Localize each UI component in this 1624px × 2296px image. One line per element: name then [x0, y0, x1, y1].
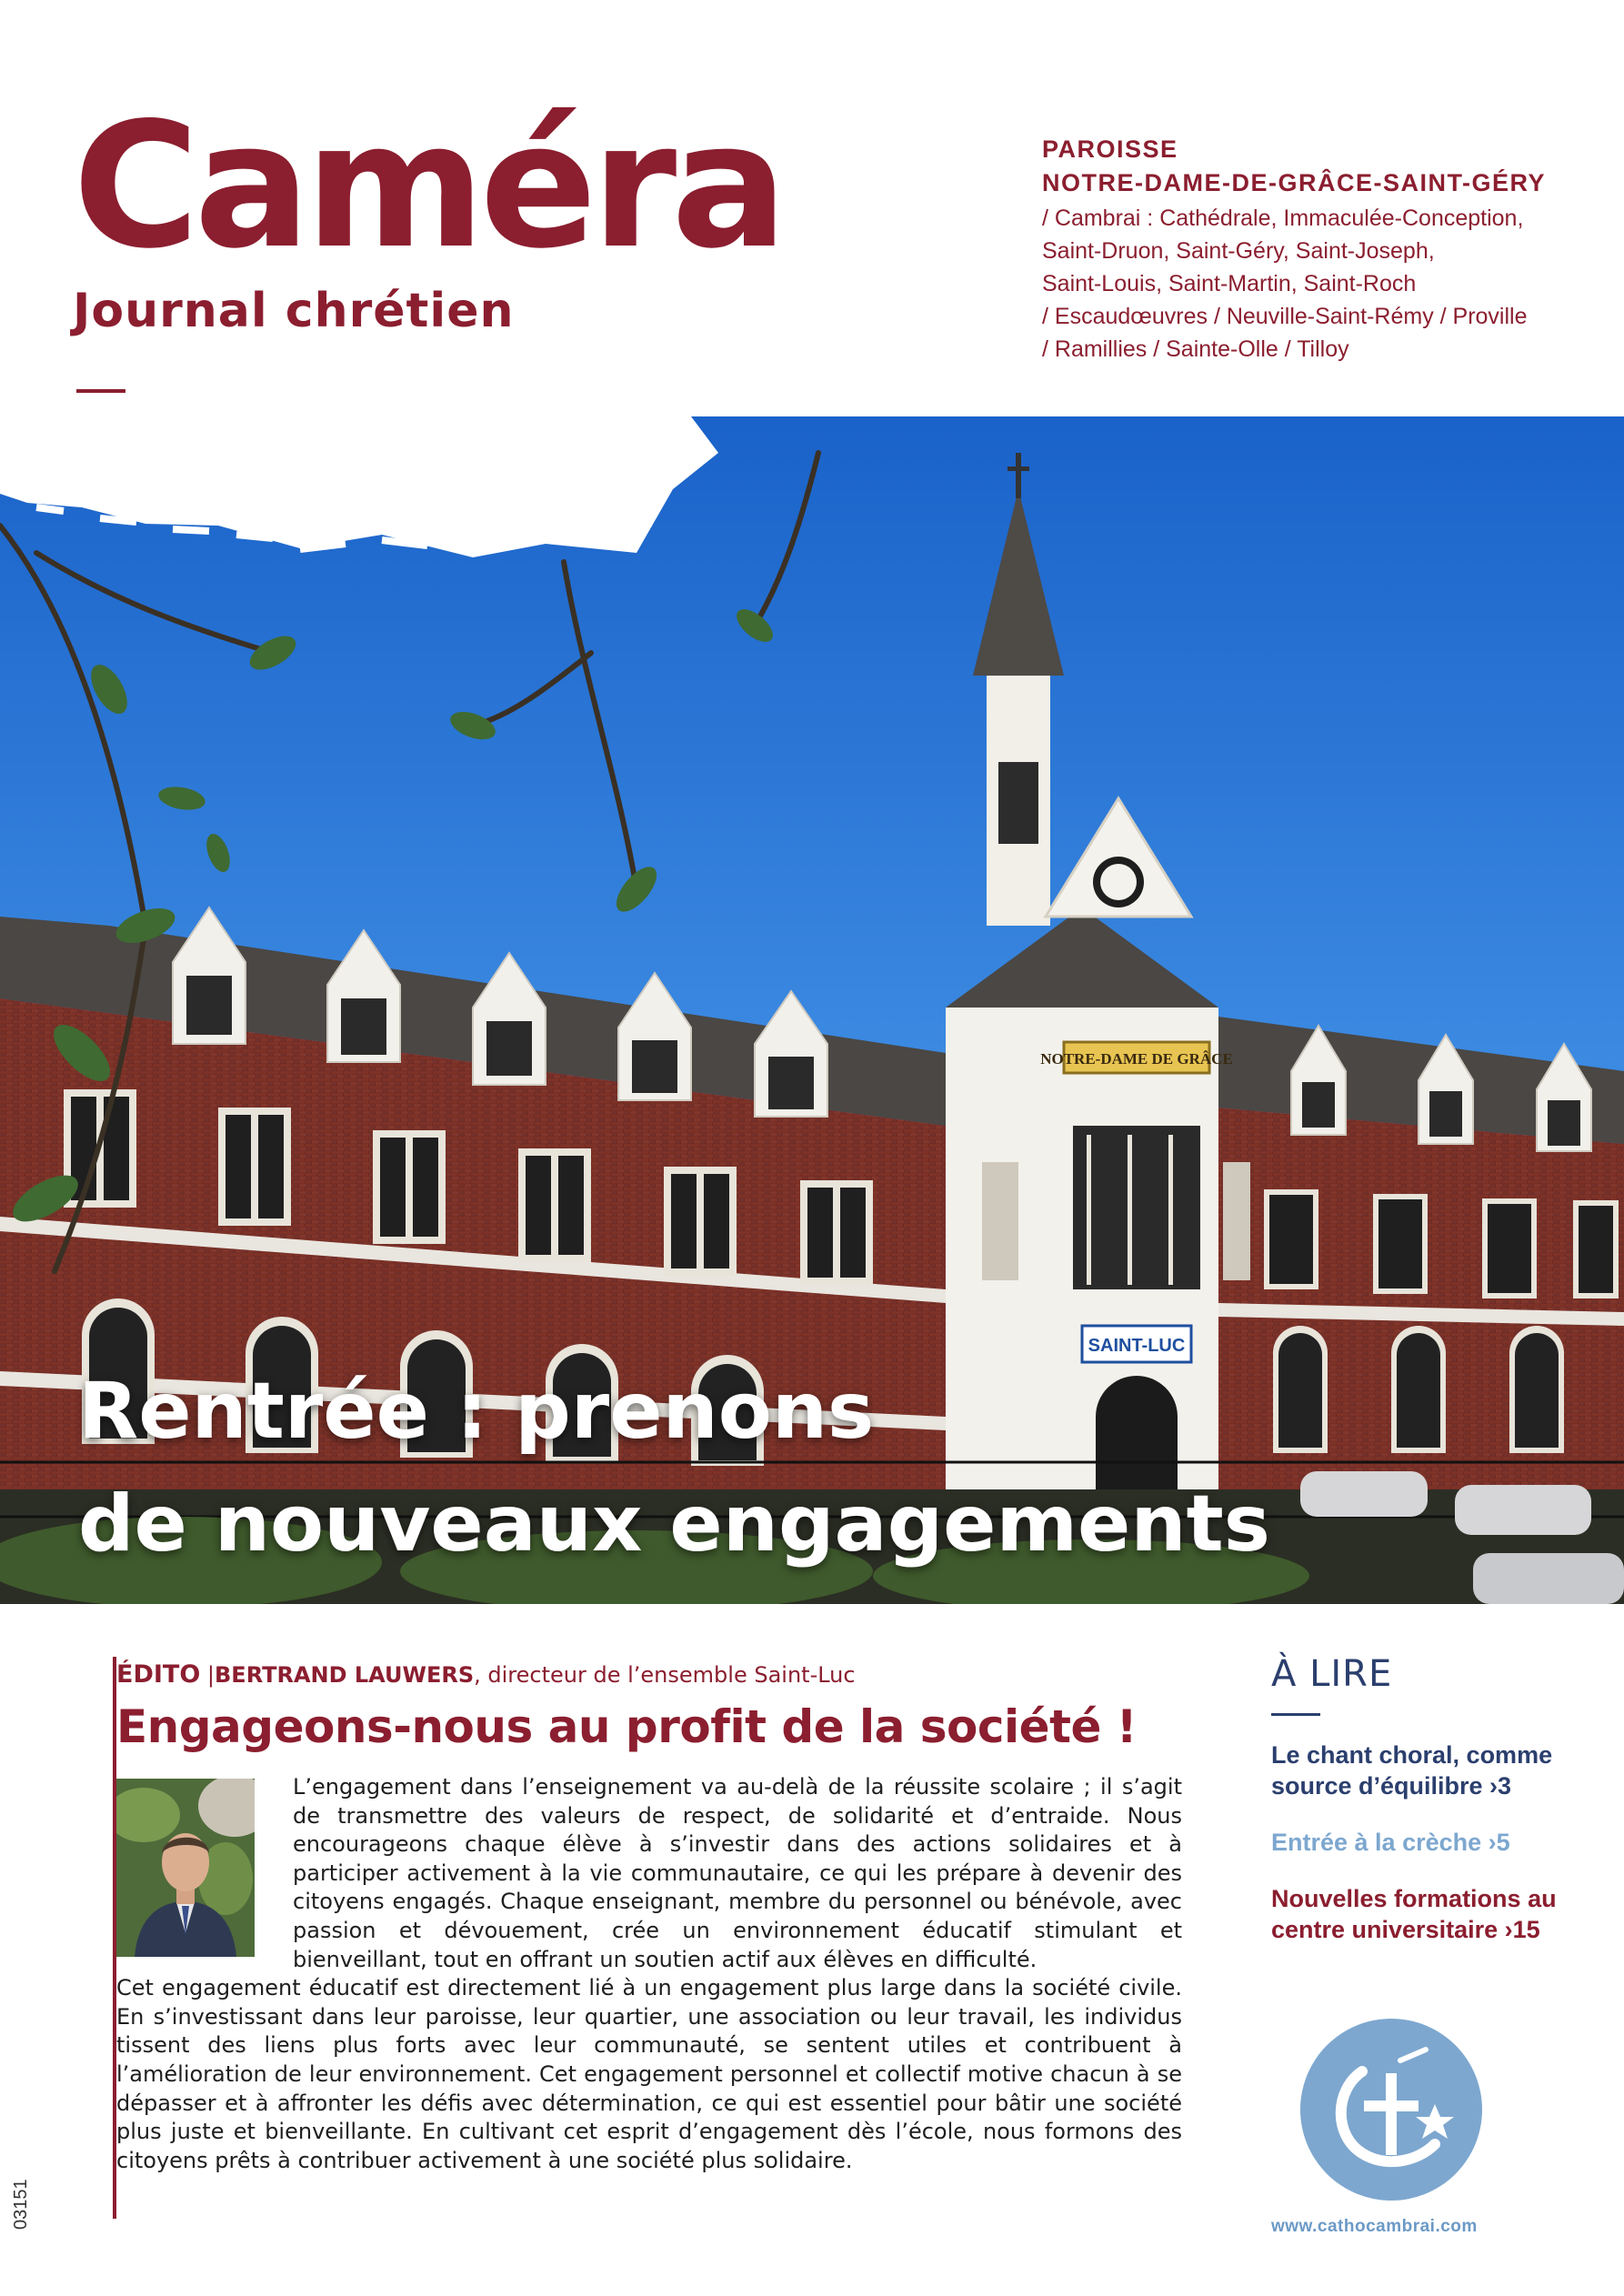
building-sign-top: NOTRE-DAME DE GRÂCE	[1040, 1050, 1233, 1068]
parish-place-line: / Ramillies / Sainte-Olle / Tilloy	[1042, 336, 1349, 362]
publication-code: 03151	[11, 2179, 31, 2230]
masthead	[73, 85, 783, 338]
website-link[interactable]: www.cathocambrai.com	[1271, 2217, 1478, 2236]
diocese-logo	[1298, 2017, 1484, 2202]
teaser-choral[interactable]: Le chant choral, comme source d’équilibre ›3	[1271, 1741, 1553, 1800]
masthead-divider	[76, 389, 125, 393]
cover-headline	[78, 1355, 1270, 1580]
headline-line-2: de nouveaux engagements	[78, 1479, 1270, 1569]
edito-paragraph-1: L’engagement dans l’enseignement va au-delà de la réussite scolaire ; il s’agit de transmettre des valeurs de respect, de solidarité et d’entraide. Nous encourageons chaque élève à s’investir dans des actions solidaires et à participer activement à la vie communautaire, ce qui les prépare à devenir des citoyens engagés. Chaque enseignant, membre du personnel ou bénévole, avec passion et dévouement, crée un environnement éducatif stimulant et bienveillant, tout en offrant un soutien actif aux élèves en difficulté.	[293, 1774, 1182, 1972]
journal-subtitle: Journal chrétien	[73, 284, 515, 338]
a-lire-divider	[1271, 1713, 1320, 1716]
parish-name: NOTRE-DAME-DE-GRÂCE-SAINT-GÉRY	[1042, 169, 1546, 196]
parish-place-line: / Cambrai : Cathédrale, Immaculée-Conception,	[1042, 206, 1524, 231]
edito-author-role: , directeur de l’ensemble Saint-Luc	[474, 1662, 856, 1688]
cover-photo	[0, 416, 1624, 1604]
teaser-formations[interactable]: Nouvelles formations au centre universitaire ›15	[1271, 1885, 1557, 1943]
parish-label: PAROISSE	[1042, 135, 1178, 163]
a-lire-heading: À LIRE	[1271, 1653, 1393, 1695]
parish-place-line: Saint-Louis, Saint-Martin, Saint-Roch	[1042, 271, 1417, 296]
parish-place-line: / Escaudœuvres / Neuville-Saint-Rémy / Proville	[1042, 304, 1528, 329]
headline-line-1: Rentrée : prenons	[78, 1366, 875, 1457]
teaser-creche[interactable]: Entrée à la crèche ›5	[1271, 1829, 1510, 1856]
edito-title: Engageons-nous au profit de la société !	[116, 1700, 1138, 1753]
edito-body	[116, 1773, 1182, 2175]
a-lire-sidebar	[1271, 1653, 1580, 1970]
edito-author-name: BERTRAND LAUWERS	[215, 1662, 475, 1688]
portrait-spacer	[116, 1773, 293, 1951]
edito-tag: ÉDITO	[116, 1660, 201, 1689]
parish-place-line: Saint-Druon, Saint-Géry, Saint-Joseph,	[1042, 238, 1435, 264]
edito-separator: |	[200, 1662, 215, 1688]
cross-star-icon	[1298, 2017, 1484, 2202]
journal-logo: Caméra	[73, 85, 783, 286]
parish-block	[1042, 133, 1588, 366]
edito-byline	[116, 1660, 856, 1689]
edito-paragraph-2: Cet engagement éducatif est directement lié à un engagement plus large dans la société civile. En s’investissant dans leur paroisse, leur quartier, une association ou leur travail, les individus tissent des liens plus forts avec leur communauté, se sentent utiles et contribuent à l’amélioration de leur environnement. Cet engagement personnel et collectif motive chacun à se dépasser et à affronter les défis avec détermination, ce qui est essentiel pour bâtir une société plus juste et bienveillante. En cultivant cet esprit d’engagement dès l’école, nous formons des citoyens prêts à contribuer activement à une société plus solidaire.	[116, 1975, 1182, 2173]
building-sign-bottom: SAINT-LUC	[1088, 1336, 1186, 1356]
parish-places	[1042, 202, 1588, 366]
